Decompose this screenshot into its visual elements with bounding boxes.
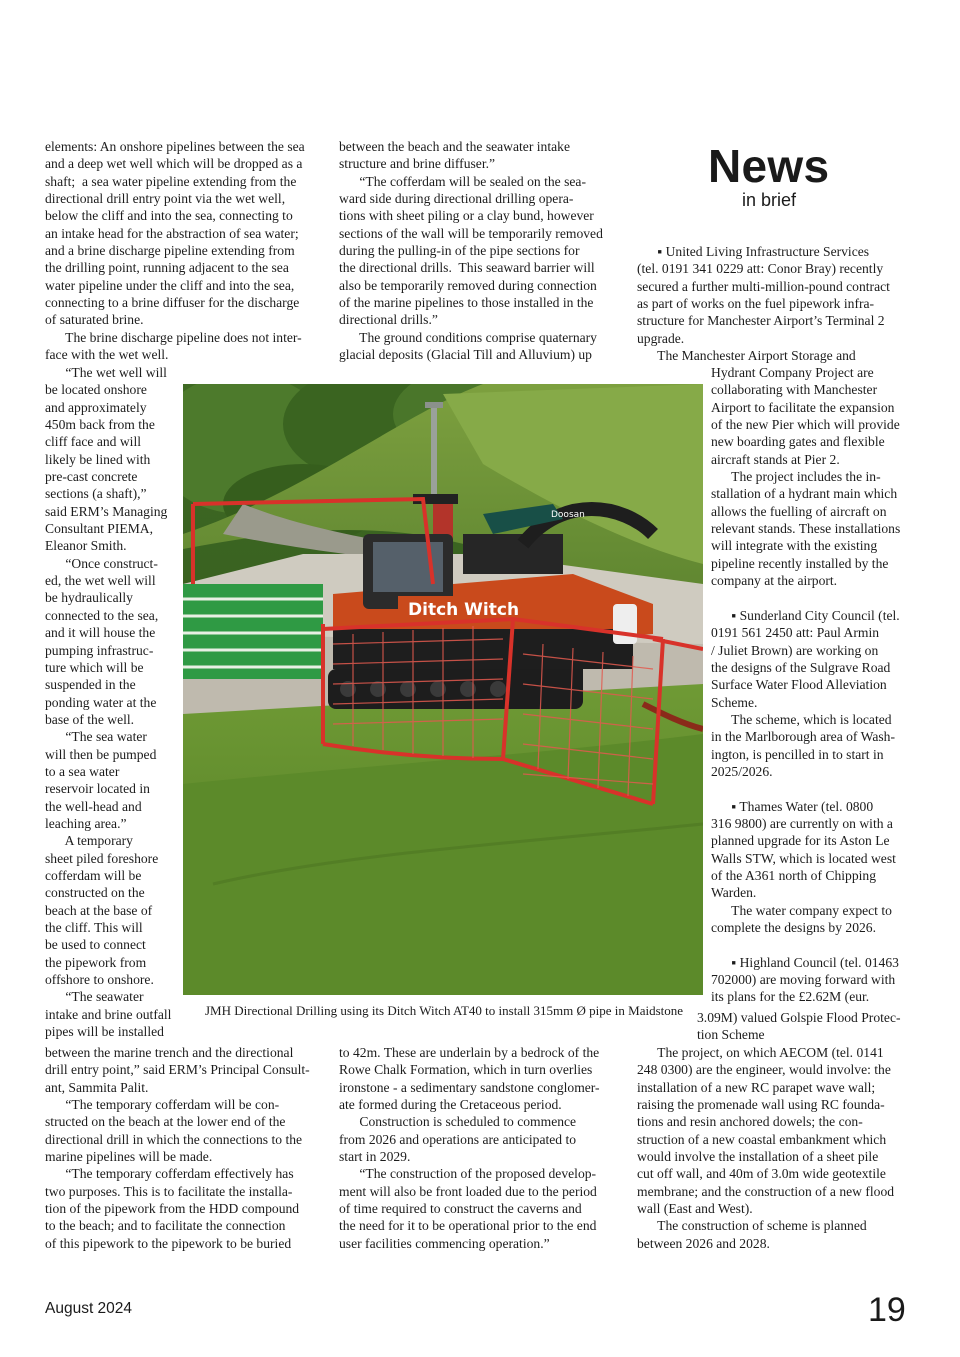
middle-column-top-text: between the beach and the seawater intake structure and brine diffuser.” “The cofferdam will be sealed on the sea- ward side during directional drilling opera- tions with sheet piling or a clay bund, however sections of the wall will be temporarily removed during the pulling-in of the pipe sections for the directional drills. This seaward barrier will also be temporarily removed during connection of the marine pipelines to those installed in the directional drills.” The ground conditions comprise quaternary glacial deposits (Glacial Till and Alluvium) up [339,139,603,363]
middle-column-bottom-text: to 42m. These are underlain by a bedrock of the Rowe Chalk Formation, which in turn overlies ironstone - a sedimentary sandstone conglomer- ate formed during the Cretaceous period. Construction is scheduled to commence from 2026 and operations are anticipated to start in 2029. “The construction of the proposed develop- ment will also be front loaded due to the period of time required to construct the caverns and the need for it to be operational prior to the end user facilities commencing operation.” [339,1045,600,1251]
right-column-narrow-text: Hydrant Company Project are collaborating with Manchester Airport to facilitate the expansion of the new Pier which will provide new boarding gates and flexible aircraft stands at Pier 2. The project includes the in- stallation of a hydrant main which allows the fuelling of aircraft on relevant stands. These installations will integrate with the existing pipeline recently installed by the company at the airport. ▪ Sunderland City Council (tel. 0191 561 2450 att: Paul Armin / Juliet Brown) are working on the designs of the Sulgrave Road Surface Water Flood Alleviation Scheme. The scheme, which is located in the Marlborough area of Wash- ington, is pencilled in to start in 2025/2026. ▪ Thames Water (tel. 0800 316 9800) are currently on with a planned upgrade for its Aston Le Walls STW, which is located west of the A361 north of Chipping Warden. The water company expect to complete the designs by 2026. ▪ Highland Council (tel. 01463 702000) are moving forward with its plans for the £2.62M (eur. [711,365,901,1005]
left-column-top-text: elements: An onshore pipelines between the sea and a deep wet well which will be dropped as a shaft; a sea water pipeline extending from the directional drill entry point via the wet well, below the cliff and into the sea, connecting to an intake head for the abstraction of sea water; and a brine discharge pipeline extending from the drilling point, running adjacent to the sea water pipeline under the cliff and into the sea, connecting to a brine diffuser for the discharge of saturated brine. The brine discharge pipeline does not inter- face with the wet well. [45,139,305,363]
news-heading: News [708,140,830,192]
right-column-bottom-text: The project, on which AECOM (tel. 0141 248 0300) are the engineer, would involve: the installation of a new RC parapet wave wall; raising the promenade wall using RC founda- tions and resin anchored dowels; the con- struction of a new coastal embankment which would involve the installation of a sheet pile cut off wall, and 40m of 3.0m wide geotextile membrane; and the construction of a new flood wall (East and West). The construction of scheme is planned between 2026 and 2028. [637,1045,895,1251]
left-column-narrow-text: “The wet well will be located onshore and approximately 450m back from the cliff face and will likely be lined with pre-cast concrete sections (a shaft),” said ERM’s Managing Consultant PIEMA, Eleanor Smith. “Once construct- ed, the wet well will be hydraulically connected to the sea, and it will house the pumping infrastruc- ture which will be suspended in the ponding water at the base of the well. “The sea water will then be pumped to a sea water reservoir located in the well-head and leaching area.” A temporary sheet piled foreshore cofferdam will be constructed on the beach at the base of the cliff. This will be used to connect the pipework from offshore to onshore. “The seawater intake and brine outfall pipes will be installed [45,365,172,1040]
right-column-offset-text: 3.09M) valued Golspie Flood Protec- tion Scheme [697,1010,901,1043]
drilling-rig-photo [183,384,703,995]
left-column-bottom-text: between the marine trench and the directional drill entry point,” said ERM’s Principal Consult- ant, Sammita Palit. “The temporary cofferdam will be con- structed on the beach at the lower end of the directional drill in which the connections to the marine pipelines will be made. “The temporary cofferdam effectively has two purposes. This is to facilitate the installa- tion of the pipework from the HDD compound to the beach; and to facilitate the connection of this pipework to the pipework to be buried [45,1045,310,1251]
machine-brand-label: Ditch Witch [408,600,520,620]
right-column-top-text: ▪ United Living Infrastructure Services (tel. 0191 341 0229 att: Conor Bray) recently secured a further multi-million-pound contract as part of works on the fuel pipework infra- structure for Manchester Airport’s Terminal 2 upgrade. The Manchester Airport Storage and [637,244,890,364]
photo-caption: JMH Directional Drilling using its Ditch Witch AT40 to install 315mm Ø pipe in Maidstone [205,1003,684,1018]
arm-brand-label: Doosan [551,510,585,520]
drilling-rig-illustration [183,384,703,995]
page-number: 19 [868,1291,906,1329]
issue-date: August 2024 [45,1300,133,1317]
news-subheading: in brief [742,190,797,210]
